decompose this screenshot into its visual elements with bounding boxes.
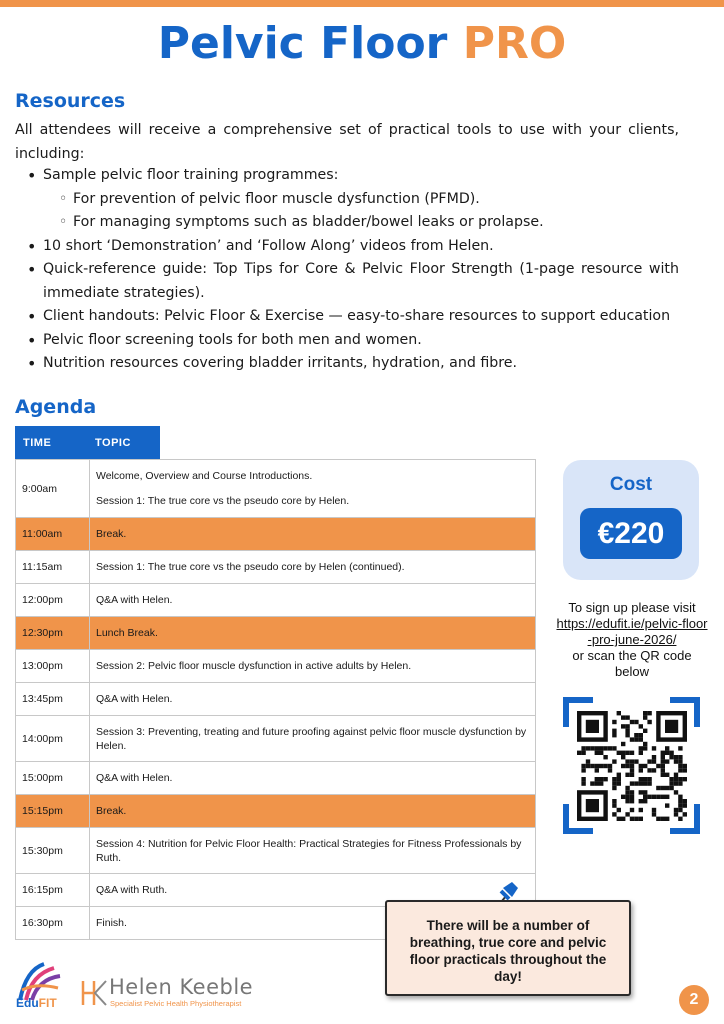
agenda-topic	[90, 617, 536, 650]
agenda-time: 15:00pm	[16, 762, 90, 795]
agenda-time: 16:15pm	[16, 874, 90, 907]
qr-code-icon[interactable]	[563, 697, 700, 834]
signup-prefix: To sign up please visit	[568, 600, 696, 615]
agenda-topic-line: Session 2: Pelvic floor muscle dysfunction in active adults by Helen.	[96, 660, 412, 672]
agenda-topic-line: Lunch Break.	[96, 627, 158, 639]
resources-list	[15, 164, 695, 376]
agenda-time: 15:15pm	[16, 795, 90, 828]
agenda-time: 13:00pm	[16, 650, 90, 683]
edufit-word-2: FIT	[38, 996, 57, 1010]
agenda-topic	[90, 683, 536, 716]
resource-item: • Sample pelvic floor training programmes:	[15, 164, 695, 188]
practicals-note	[385, 900, 631, 996]
agenda-topic	[90, 460, 536, 518]
agenda-time: 12:00pm	[16, 584, 90, 617]
cost-label: Cost	[609, 474, 653, 495]
agenda-time: 9:00am	[16, 460, 90, 518]
cost-price: €220	[580, 508, 682, 559]
agenda-time: 14:00pm	[16, 716, 90, 762]
signup-suffix: or scan the QR code below	[572, 648, 692, 679]
signup-link[interactable]: https://edufit.ie/pelvic-floor-pro-june-2026/	[556, 616, 708, 647]
agenda-topic	[90, 828, 536, 874]
edufit-wordmark	[16, 996, 57, 1010]
resource-subitem: ◦ For managing symptoms such as bladder/bowel leaks or prolapse.	[15, 211, 695, 235]
agenda-topic	[90, 716, 536, 762]
agenda-row	[16, 460, 536, 518]
agenda-topic-line: Q&A with Helen.	[96, 772, 173, 784]
agenda-topic-line: Break.	[96, 805, 127, 817]
agenda-topic-line: Q&A with Helen.	[96, 693, 173, 705]
agenda-table	[15, 459, 536, 940]
agenda-header-time: TIME	[23, 436, 52, 449]
page-number: 2	[679, 985, 709, 1015]
agenda-topic-line: Q&A with Ruth.	[96, 884, 168, 896]
page-title	[0, 14, 724, 74]
hk-monogram-icon	[80, 978, 108, 1008]
agenda-row	[16, 518, 536, 551]
agenda-row	[16, 650, 536, 683]
title-part-1: Pelvic Floor	[157, 18, 448, 69]
agenda-time: 11:15am	[16, 551, 90, 584]
agenda-row	[16, 828, 536, 874]
agenda-topic-line: Session 3: Preventing, treating and future proofing against pelvic floor muscle dysfunction by Helen.	[96, 725, 527, 752]
agenda-row	[16, 795, 536, 828]
agenda-row	[16, 584, 536, 617]
cost-box	[563, 460, 699, 580]
agenda-time: 13:45pm	[16, 683, 90, 716]
agenda-topic	[90, 584, 536, 617]
agenda-time: 12:30pm	[16, 617, 90, 650]
agenda-topic	[90, 795, 536, 828]
agenda-time: 15:30pm	[16, 828, 90, 874]
agenda-topic-line: Session 4: Nutrition for Pelvic Floor Health: Practical Strategies for Fitness Professionals by Ruth.	[96, 837, 522, 864]
signup-info	[556, 600, 708, 680]
agenda-row	[16, 716, 536, 762]
helen-keeble-name: Helen Keeble	[109, 975, 254, 999]
agenda-row	[16, 617, 536, 650]
agenda-topic	[90, 762, 536, 795]
resource-item: • Quick-reference guide: Top Tips for Core & Pelvic Floor Strength (1-page resource with immediate strategies).	[15, 258, 695, 305]
resources-heading: Resources	[15, 90, 126, 112]
agenda-row	[16, 762, 536, 795]
note-text: There will be a number of breathing, true core and pelvic floor practicals throughout the day!	[409, 918, 607, 984]
agenda-header	[15, 426, 160, 459]
top-accent-bar	[0, 0, 724, 7]
agenda-topic	[90, 518, 536, 551]
agenda-row	[16, 551, 536, 584]
agenda-header-topic: TOPIC	[95, 436, 131, 449]
agenda-topic-line: Session 1: The true core vs the pseudo core by Helen.	[96, 495, 350, 507]
resource-subitem: ◦ For prevention of pelvic floor muscle dysfunction (PFMD).	[15, 188, 695, 212]
agenda-topic-line: Welcome, Overview and Course Introductions.	[96, 470, 313, 482]
agenda-topic	[90, 650, 536, 683]
title-part-2: PRO	[462, 18, 567, 69]
edufit-word-1: Edu	[16, 996, 39, 1010]
agenda-topic-line: Session 1: The true core vs the pseudo core by Helen (continued).	[96, 561, 405, 573]
helen-keeble-subtitle: Specialist Pelvic Health Physiotherapist	[110, 999, 242, 1008]
agenda-topic	[90, 551, 536, 584]
resources-intro: All attendees will receive a comprehensive set of practical tools to use with your clients, including:	[15, 122, 679, 162]
agenda-heading: Agenda	[15, 396, 97, 418]
resource-item: • Pelvic floor screening tools for both men and women.	[15, 329, 695, 353]
resource-item: • 10 short ‘Demonstration’ and ‘Follow Along’ videos from Helen.	[15, 235, 695, 259]
agenda-time: 11:00am	[16, 518, 90, 551]
resource-item: • Client handouts: Pelvic Floor & Exercise — easy-to-share resources to support education	[15, 305, 695, 329]
agenda-topic-line: Q&A with Helen.	[96, 594, 173, 606]
agenda-topic-line: Break.	[96, 528, 127, 540]
agenda-time: 16:30pm	[16, 907, 90, 940]
agenda-row	[16, 683, 536, 716]
agenda-topic-line: Finish.	[96, 917, 127, 929]
resource-item: • Nutrition resources covering bladder irritants, hydration, and fibre.	[15, 352, 695, 376]
